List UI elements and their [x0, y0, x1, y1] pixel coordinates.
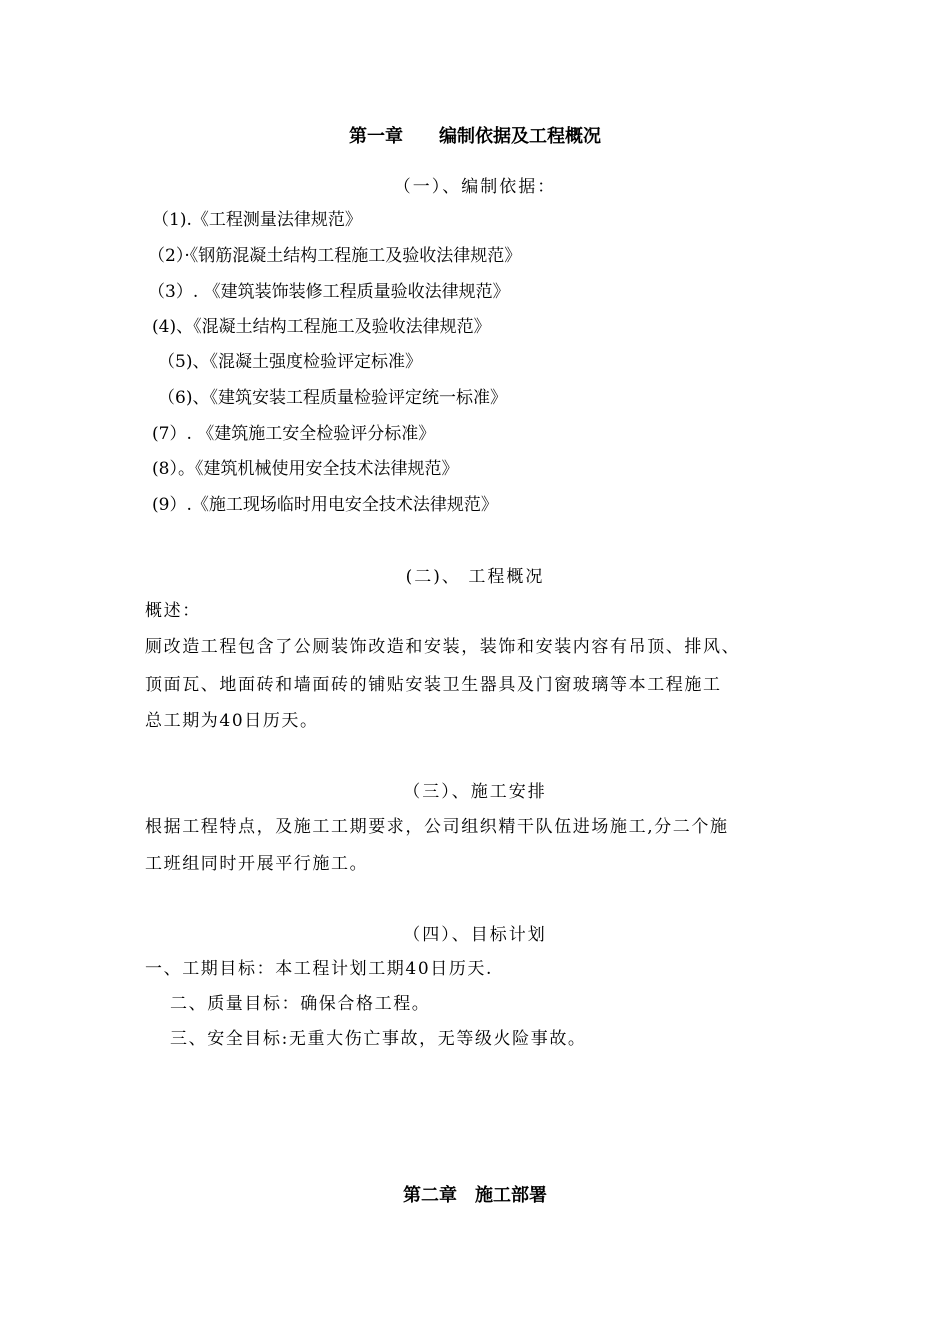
reference-item-9: (9）.《施工现场临时用电安全技术法律规范》	[152, 495, 498, 515]
chapter-1-title: 第一章 编制依据及工程概况	[349, 126, 601, 147]
section-2-heading: (二)、 工程概况	[405, 567, 545, 587]
section-1-heading: （一）、编制依据：	[393, 177, 557, 197]
overview-line-3: 总工期为40日历天。	[145, 711, 319, 731]
reference-item-6: （6)、《建筑安装工程质量检验评定统一标准》	[158, 388, 507, 408]
reference-item-7: (7）. 《建筑施工安全检验评分标准》	[152, 424, 436, 444]
reference-item-1: （1).《工程测量法律规范》	[152, 210, 362, 230]
section-3-heading: （三）、施工安排	[403, 782, 547, 802]
overview-line-1: 厕改造工程包含了公厕装饰改造和安装，装饰和安装内容有吊顶、排风、	[145, 637, 741, 657]
overview-line-2: 顶面瓦、地面砖和墙面砖的铺贴安装卫生器具及门窗玻璃等本工程施工	[145, 675, 722, 695]
reference-item-8: (8）。《建筑机械使用安全技术法律规范》	[152, 459, 459, 479]
reference-item-2: （2）·《钢筋混凝土结构工程施工及验收法律规范》	[148, 246, 522, 266]
arrangement-line-2: 工班组同时开展平行施工。	[145, 854, 369, 874]
goal-quality: 二、质量目标：确保合格工程。	[170, 994, 431, 1014]
reference-item-5: （5)、《混凝土强度检验评定标准》	[158, 352, 422, 372]
goal-safety: 三、安全目标:无重大伤亡事故，无等级火险事故。	[170, 1029, 587, 1049]
arrangement-line-1: 根据工程特点，及施工工期要求，公司组织精干队伍进场施工,分二个施	[145, 817, 729, 837]
reference-item-4: (4)、《混凝土结构工程施工及验收法律规范》	[152, 317, 491, 337]
chapter-2-title: 第二章 施工部署	[403, 1185, 547, 1206]
overview-label: 概述：	[145, 601, 201, 621]
reference-item-3: （3）. 《建筑装饰装修工程质量验收法律规范》	[148, 282, 510, 302]
section-4-heading: （四）、目标计划	[403, 925, 547, 945]
goal-schedule: 一、工期目标：本工程计划工期40日历天.	[145, 959, 494, 979]
